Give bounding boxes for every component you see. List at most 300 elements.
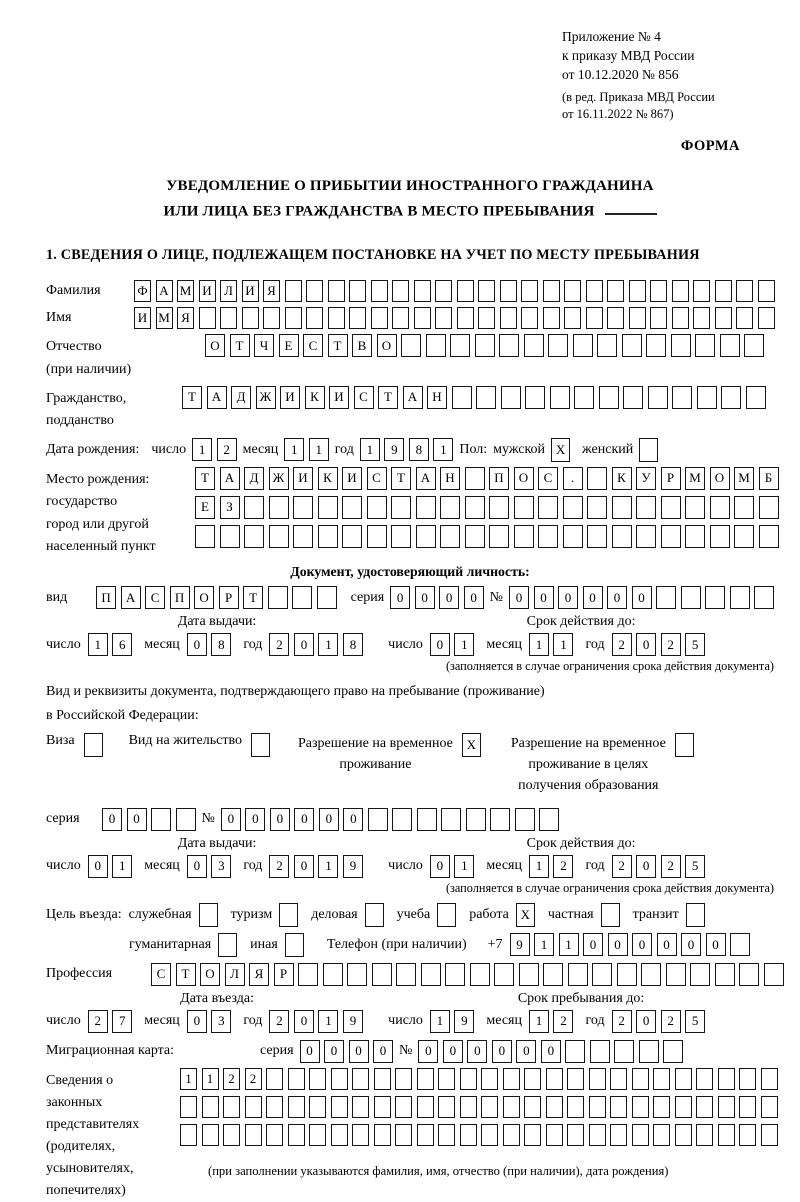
char-cell[interactable] xyxy=(331,1096,348,1118)
char-cell[interactable] xyxy=(371,280,388,302)
char-cell[interactable]: О xyxy=(377,334,397,357)
char-cell[interactable] xyxy=(478,280,495,302)
residence-permit-checkbox[interactable] xyxy=(251,733,270,757)
char-cell[interactable] xyxy=(612,496,632,519)
char-cell[interactable]: 0 xyxy=(706,933,726,956)
char-cell[interactable]: 3 xyxy=(211,855,231,878)
char-cell[interactable] xyxy=(720,334,740,357)
char-cell[interactable] xyxy=(450,334,470,357)
char-cell[interactable] xyxy=(331,1124,348,1146)
citizenship-cells[interactable] xyxy=(182,386,766,409)
stay-until-day[interactable] xyxy=(430,1010,475,1033)
char-cell[interactable]: 9 xyxy=(343,1010,363,1033)
char-cell[interactable]: 9 xyxy=(454,1010,474,1033)
char-cell[interactable]: 1 xyxy=(433,438,453,461)
char-cell[interactable] xyxy=(736,280,753,302)
char-cell[interactable]: 1 xyxy=(430,1010,450,1033)
char-cell[interactable] xyxy=(457,307,474,329)
char-cell[interactable] xyxy=(367,496,387,519)
char-cell[interactable] xyxy=(607,280,624,302)
char-cell[interactable] xyxy=(730,586,750,609)
char-cell[interactable] xyxy=(671,334,691,357)
stay-issue-day[interactable] xyxy=(88,855,133,878)
char-cell[interactable]: 0 xyxy=(187,855,207,878)
char-cell[interactable] xyxy=(565,1040,585,1063)
char-cell[interactable]: 6 xyxy=(112,633,132,656)
char-cell[interactable]: М xyxy=(734,467,754,490)
char-cell[interactable]: 0 xyxy=(187,1010,207,1033)
char-cell[interactable] xyxy=(367,525,387,548)
char-cell[interactable] xyxy=(285,307,302,329)
char-cell[interactable]: 1 xyxy=(180,1068,197,1090)
char-cell[interactable] xyxy=(546,1124,563,1146)
char-cell[interactable]: А xyxy=(207,386,227,409)
char-cell[interactable] xyxy=(546,1096,563,1118)
char-cell[interactable] xyxy=(414,307,431,329)
doc-kind-cells[interactable] xyxy=(96,586,337,609)
char-cell[interactable]: 0 xyxy=(294,855,314,878)
char-cell[interactable]: О xyxy=(194,586,214,609)
char-cell[interactable]: 1 xyxy=(529,1010,549,1033)
char-cell[interactable] xyxy=(764,963,784,986)
char-cell[interactable]: 5 xyxy=(685,855,705,878)
char-cell[interactable] xyxy=(263,307,280,329)
char-cell[interactable] xyxy=(548,334,568,357)
char-cell[interactable] xyxy=(223,1124,240,1146)
char-cell[interactable] xyxy=(521,307,538,329)
char-cell[interactable] xyxy=(437,903,456,927)
char-cell[interactable]: Т xyxy=(328,334,348,357)
char-cell[interactable]: 0 xyxy=(583,933,603,956)
char-cell[interactable]: О xyxy=(200,963,220,986)
char-cell[interactable] xyxy=(318,525,338,548)
char-cell[interactable]: К xyxy=(612,467,632,490)
char-cell[interactable]: 2 xyxy=(269,855,289,878)
char-cell[interactable] xyxy=(306,307,323,329)
char-cell[interactable]: 1 xyxy=(529,855,549,878)
char-cell[interactable]: 2 xyxy=(269,1010,289,1033)
char-cell[interactable] xyxy=(331,1068,348,1090)
char-cell[interactable]: 0 xyxy=(541,1040,561,1063)
char-cell[interactable]: С xyxy=(145,586,165,609)
char-cell[interactable] xyxy=(279,903,298,927)
char-cell[interactable] xyxy=(503,1068,520,1090)
char-cell[interactable]: . xyxy=(563,467,583,490)
edu-residence-checkbox[interactable] xyxy=(675,733,694,757)
char-cell[interactable]: 2 xyxy=(661,855,681,878)
char-cell[interactable]: 1 xyxy=(553,633,573,656)
char-cell[interactable] xyxy=(590,1040,610,1063)
char-cell[interactable] xyxy=(697,386,717,409)
char-cell[interactable] xyxy=(293,525,313,548)
stay-number-cells[interactable] xyxy=(221,808,560,831)
char-cell[interactable] xyxy=(306,280,323,302)
char-cell[interactable] xyxy=(374,1096,391,1118)
char-cell[interactable]: К xyxy=(318,467,338,490)
purpose-tourism-checkbox[interactable] xyxy=(279,903,298,927)
char-cell[interactable]: 0 xyxy=(439,586,459,609)
char-cell[interactable]: 0 xyxy=(294,1010,314,1033)
char-cell[interactable]: 1 xyxy=(309,438,329,461)
char-cell[interactable] xyxy=(639,1040,659,1063)
char-cell[interactable] xyxy=(705,586,725,609)
char-cell[interactable] xyxy=(352,1124,369,1146)
char-cell[interactable]: С xyxy=(538,467,558,490)
char-cell[interactable] xyxy=(622,334,642,357)
char-cell[interactable] xyxy=(639,438,658,462)
purpose-humanitarian-checkbox[interactable] xyxy=(218,933,237,957)
char-cell[interactable] xyxy=(515,808,535,831)
char-cell[interactable]: 0 xyxy=(467,1040,487,1063)
char-cell[interactable]: П xyxy=(170,586,190,609)
char-cell[interactable]: 2 xyxy=(612,1010,632,1033)
char-cell[interactable]: 1 xyxy=(559,933,579,956)
char-cell[interactable] xyxy=(610,1068,627,1090)
char-cell[interactable] xyxy=(524,1124,541,1146)
char-cell[interactable] xyxy=(293,496,313,519)
char-cell[interactable]: Ф xyxy=(134,280,151,302)
char-cell[interactable] xyxy=(589,1124,606,1146)
char-cell[interactable] xyxy=(672,386,692,409)
char-cell[interactable] xyxy=(180,1124,197,1146)
stay-issue-month[interactable] xyxy=(187,855,232,878)
char-cell[interactable]: 0 xyxy=(583,586,603,609)
char-cell[interactable] xyxy=(245,1124,262,1146)
char-cell[interactable]: 0 xyxy=(492,1040,512,1063)
char-cell[interactable] xyxy=(681,586,701,609)
char-cell[interactable] xyxy=(761,1124,778,1146)
char-cell[interactable]: 0 xyxy=(349,1040,369,1063)
char-cell[interactable] xyxy=(503,1096,520,1118)
char-cell[interactable]: 0 xyxy=(534,586,554,609)
char-cell[interactable] xyxy=(587,496,607,519)
entry-month[interactable] xyxy=(187,1010,232,1033)
char-cell[interactable] xyxy=(475,334,495,357)
char-cell[interactable] xyxy=(288,1068,305,1090)
char-cell[interactable] xyxy=(426,334,446,357)
char-cell[interactable]: 0 xyxy=(88,855,108,878)
char-cell[interactable]: Т xyxy=(176,963,196,986)
char-cell[interactable] xyxy=(268,586,288,609)
char-cell[interactable]: 8 xyxy=(211,633,231,656)
char-cell[interactable]: А xyxy=(121,586,141,609)
char-cell[interactable]: 1 xyxy=(284,438,304,461)
char-cell[interactable]: Т xyxy=(378,386,398,409)
patronymic-cells[interactable] xyxy=(205,334,764,357)
birthdate-month-cells[interactable] xyxy=(284,438,329,461)
char-cell[interactable] xyxy=(587,525,607,548)
char-cell[interactable] xyxy=(730,933,750,956)
char-cell[interactable] xyxy=(176,808,196,831)
char-cell[interactable] xyxy=(202,1096,219,1118)
char-cell[interactable] xyxy=(266,1096,283,1118)
char-cell[interactable] xyxy=(396,963,416,986)
char-cell[interactable] xyxy=(460,1096,477,1118)
char-cell[interactable] xyxy=(342,496,362,519)
char-cell[interactable]: С xyxy=(303,334,323,357)
identity-expiry-month[interactable] xyxy=(529,633,574,656)
char-cell[interactable] xyxy=(151,808,171,831)
char-cell[interactable] xyxy=(734,496,754,519)
char-cell[interactable] xyxy=(374,1068,391,1090)
surname-cells[interactable] xyxy=(134,280,775,302)
char-cell[interactable] xyxy=(610,1124,627,1146)
char-cell[interactable] xyxy=(587,467,607,490)
char-cell[interactable]: 8 xyxy=(343,633,363,656)
char-cell[interactable]: 3 xyxy=(211,1010,231,1033)
char-cell[interactable]: Я xyxy=(249,963,269,986)
char-cell[interactable] xyxy=(391,525,411,548)
char-cell[interactable] xyxy=(266,1124,283,1146)
char-cell[interactable]: 9 xyxy=(343,855,363,878)
char-cell[interactable] xyxy=(352,1068,369,1090)
gender-male-checkbox[interactable] xyxy=(551,438,570,462)
char-cell[interactable] xyxy=(524,1068,541,1090)
migration-number-cells[interactable] xyxy=(418,1040,683,1063)
char-cell[interactable] xyxy=(710,525,730,548)
char-cell[interactable] xyxy=(690,963,710,986)
migration-series-cells[interactable] xyxy=(300,1040,394,1063)
char-cell[interactable] xyxy=(490,808,510,831)
char-cell[interactable]: 0 xyxy=(294,808,314,831)
char-cell[interactable] xyxy=(342,525,362,548)
temp-residence-checkbox[interactable] xyxy=(462,733,481,757)
char-cell[interactable] xyxy=(391,496,411,519)
char-cell[interactable] xyxy=(416,525,436,548)
char-cell[interactable]: Я xyxy=(177,307,194,329)
char-cell[interactable]: И xyxy=(293,467,313,490)
char-cell[interactable] xyxy=(632,1068,649,1090)
char-cell[interactable] xyxy=(573,334,593,357)
char-cell[interactable]: 0 xyxy=(430,855,450,878)
char-cell[interactable]: 0 xyxy=(657,933,677,956)
char-cell[interactable] xyxy=(546,1068,563,1090)
char-cell[interactable]: П xyxy=(96,586,116,609)
char-cell[interactable] xyxy=(721,386,741,409)
char-cell[interactable] xyxy=(567,1096,584,1118)
char-cell[interactable] xyxy=(460,1068,477,1090)
char-cell[interactable] xyxy=(452,386,472,409)
char-cell[interactable] xyxy=(435,280,452,302)
char-cell[interactable]: А xyxy=(403,386,423,409)
char-cell[interactable] xyxy=(489,496,509,519)
char-cell[interactable]: 0 xyxy=(418,1040,438,1063)
char-cell[interactable]: 1 xyxy=(192,438,212,461)
char-cell[interactable]: Р xyxy=(219,586,239,609)
char-cell[interactable] xyxy=(365,903,384,927)
char-cell[interactable] xyxy=(666,963,686,986)
char-cell[interactable] xyxy=(695,334,715,357)
char-cell[interactable] xyxy=(374,1124,391,1146)
char-cell[interactable] xyxy=(614,1040,634,1063)
char-cell[interactable] xyxy=(564,307,581,329)
char-cell[interactable]: И xyxy=(329,386,349,409)
purpose-commercial-checkbox[interactable] xyxy=(365,903,384,927)
char-cell[interactable]: 0 xyxy=(681,933,701,956)
char-cell[interactable]: 0 xyxy=(319,808,339,831)
char-cell[interactable]: М xyxy=(177,280,194,302)
char-cell[interactable]: 0 xyxy=(464,586,484,609)
char-cell[interactable] xyxy=(460,1124,477,1146)
char-cell[interactable] xyxy=(347,963,367,986)
char-cell[interactable] xyxy=(521,280,538,302)
char-cell[interactable]: 0 xyxy=(127,808,147,831)
char-cell[interactable] xyxy=(761,1096,778,1118)
char-cell[interactable]: 5 xyxy=(685,633,705,656)
char-cell[interactable] xyxy=(759,525,779,548)
char-cell[interactable] xyxy=(718,1096,735,1118)
char-cell[interactable] xyxy=(392,307,409,329)
char-cell[interactable] xyxy=(656,586,676,609)
char-cell[interactable] xyxy=(567,1124,584,1146)
char-cell[interactable] xyxy=(503,1124,520,1146)
char-cell[interactable]: Е xyxy=(195,496,215,519)
char-cell[interactable] xyxy=(501,386,521,409)
char-cell[interactable]: 1 xyxy=(318,633,338,656)
identity-expiry-year[interactable] xyxy=(612,633,706,656)
char-cell[interactable] xyxy=(675,733,694,757)
char-cell[interactable] xyxy=(220,525,240,548)
char-cell[interactable]: Р xyxy=(274,963,294,986)
char-cell[interactable] xyxy=(636,496,656,519)
char-cell[interactable] xyxy=(285,280,302,302)
char-cell[interactable] xyxy=(328,307,345,329)
char-cell[interactable] xyxy=(612,525,632,548)
char-cell[interactable] xyxy=(734,525,754,548)
char-cell[interactable]: О xyxy=(205,334,225,357)
char-cell[interactable]: Т xyxy=(230,334,250,357)
char-cell[interactable] xyxy=(746,386,766,409)
identity-issue-day[interactable] xyxy=(88,633,133,656)
stay-until-year[interactable] xyxy=(612,1010,706,1033)
char-cell[interactable]: Л xyxy=(225,963,245,986)
char-cell[interactable] xyxy=(568,963,588,986)
char-cell[interactable] xyxy=(199,307,216,329)
char-cell[interactable] xyxy=(349,307,366,329)
char-cell[interactable] xyxy=(292,586,312,609)
purpose-work-checkbox[interactable] xyxy=(516,903,535,927)
char-cell[interactable] xyxy=(266,1068,283,1090)
char-cell[interactable]: 9 xyxy=(510,933,530,956)
char-cell[interactable]: Н xyxy=(427,386,447,409)
char-cell[interactable] xyxy=(416,496,436,519)
char-cell[interactable] xyxy=(481,1096,498,1118)
char-cell[interactable] xyxy=(524,1096,541,1118)
char-cell[interactable] xyxy=(519,963,539,986)
char-cell[interactable]: 0 xyxy=(102,808,122,831)
char-cell[interactable]: 1 xyxy=(454,633,474,656)
char-cell[interactable] xyxy=(715,307,732,329)
char-cell[interactable]: В xyxy=(352,334,372,357)
char-cell[interactable]: 1 xyxy=(112,855,132,878)
char-cell[interactable] xyxy=(244,496,264,519)
char-cell[interactable] xyxy=(438,1096,455,1118)
char-cell[interactable] xyxy=(514,525,534,548)
char-cell[interactable]: X xyxy=(462,733,481,757)
char-cell[interactable] xyxy=(328,280,345,302)
char-cell[interactable]: Ч xyxy=(254,334,274,357)
stay-expiry-day[interactable] xyxy=(430,855,475,878)
char-cell[interactable]: 0 xyxy=(221,808,241,831)
char-cell[interactable]: Ж xyxy=(269,467,289,490)
char-cell[interactable]: Д xyxy=(244,467,264,490)
char-cell[interactable] xyxy=(323,963,343,986)
char-cell[interactable] xyxy=(465,525,485,548)
char-cell[interactable]: Т xyxy=(391,467,411,490)
char-cell[interactable] xyxy=(675,1096,692,1118)
char-cell[interactable]: X xyxy=(551,438,570,462)
gender-female-checkbox[interactable] xyxy=(639,438,658,462)
char-cell[interactable]: Ж xyxy=(256,386,276,409)
char-cell[interactable] xyxy=(494,963,514,986)
char-cell[interactable] xyxy=(710,496,730,519)
char-cell[interactable] xyxy=(736,307,753,329)
char-cell[interactable]: 2 xyxy=(217,438,237,461)
char-cell[interactable] xyxy=(223,1096,240,1118)
char-cell[interactable] xyxy=(592,963,612,986)
char-cell[interactable]: 0 xyxy=(636,855,656,878)
char-cell[interactable] xyxy=(417,1096,434,1118)
char-cell[interactable]: С xyxy=(367,467,387,490)
purpose-business-checkbox[interactable] xyxy=(199,903,218,927)
char-cell[interactable] xyxy=(648,386,668,409)
char-cell[interactable] xyxy=(317,586,337,609)
profession-cells[interactable] xyxy=(151,963,784,986)
identity-issue-year[interactable] xyxy=(269,633,363,656)
char-cell[interactable] xyxy=(696,1068,713,1090)
char-cell[interactable] xyxy=(646,334,666,357)
char-cell[interactable]: 0 xyxy=(558,586,578,609)
char-cell[interactable]: 0 xyxy=(390,586,410,609)
entry-day[interactable] xyxy=(88,1010,133,1033)
char-cell[interactable] xyxy=(269,525,289,548)
char-cell[interactable] xyxy=(617,963,637,986)
char-cell[interactable] xyxy=(242,307,259,329)
char-cell[interactable]: 1 xyxy=(360,438,380,461)
visa-checkbox[interactable] xyxy=(84,733,103,757)
char-cell[interactable] xyxy=(372,963,392,986)
legal-reps-cells-row3[interactable] xyxy=(180,1124,778,1146)
char-cell[interactable] xyxy=(632,1096,649,1118)
char-cell[interactable] xyxy=(368,808,388,831)
char-cell[interactable] xyxy=(599,386,619,409)
char-cell[interactable] xyxy=(478,307,495,329)
char-cell[interactable] xyxy=(395,1068,412,1090)
char-cell[interactable]: 0 xyxy=(607,586,627,609)
char-cell[interactable]: 0 xyxy=(430,633,450,656)
char-cell[interactable]: Т xyxy=(195,467,215,490)
char-cell[interactable] xyxy=(597,334,617,357)
char-cell[interactable] xyxy=(718,1068,735,1090)
char-cell[interactable] xyxy=(636,525,656,548)
char-cell[interactable]: Б xyxy=(759,467,779,490)
char-cell[interactable] xyxy=(629,280,646,302)
char-cell[interactable] xyxy=(539,808,559,831)
char-cell[interactable]: А xyxy=(416,467,436,490)
char-cell[interactable] xyxy=(309,1068,326,1090)
char-cell[interactable] xyxy=(661,496,681,519)
char-cell[interactable] xyxy=(220,307,237,329)
char-cell[interactable] xyxy=(349,280,366,302)
char-cell[interactable] xyxy=(567,1068,584,1090)
doc-series-cells[interactable] xyxy=(390,586,484,609)
char-cell[interactable] xyxy=(195,525,215,548)
char-cell[interactable]: О xyxy=(710,467,730,490)
char-cell[interactable] xyxy=(589,1096,606,1118)
char-cell[interactable] xyxy=(392,808,412,831)
char-cell[interactable]: 1 xyxy=(202,1068,219,1090)
char-cell[interactable] xyxy=(653,1068,670,1090)
